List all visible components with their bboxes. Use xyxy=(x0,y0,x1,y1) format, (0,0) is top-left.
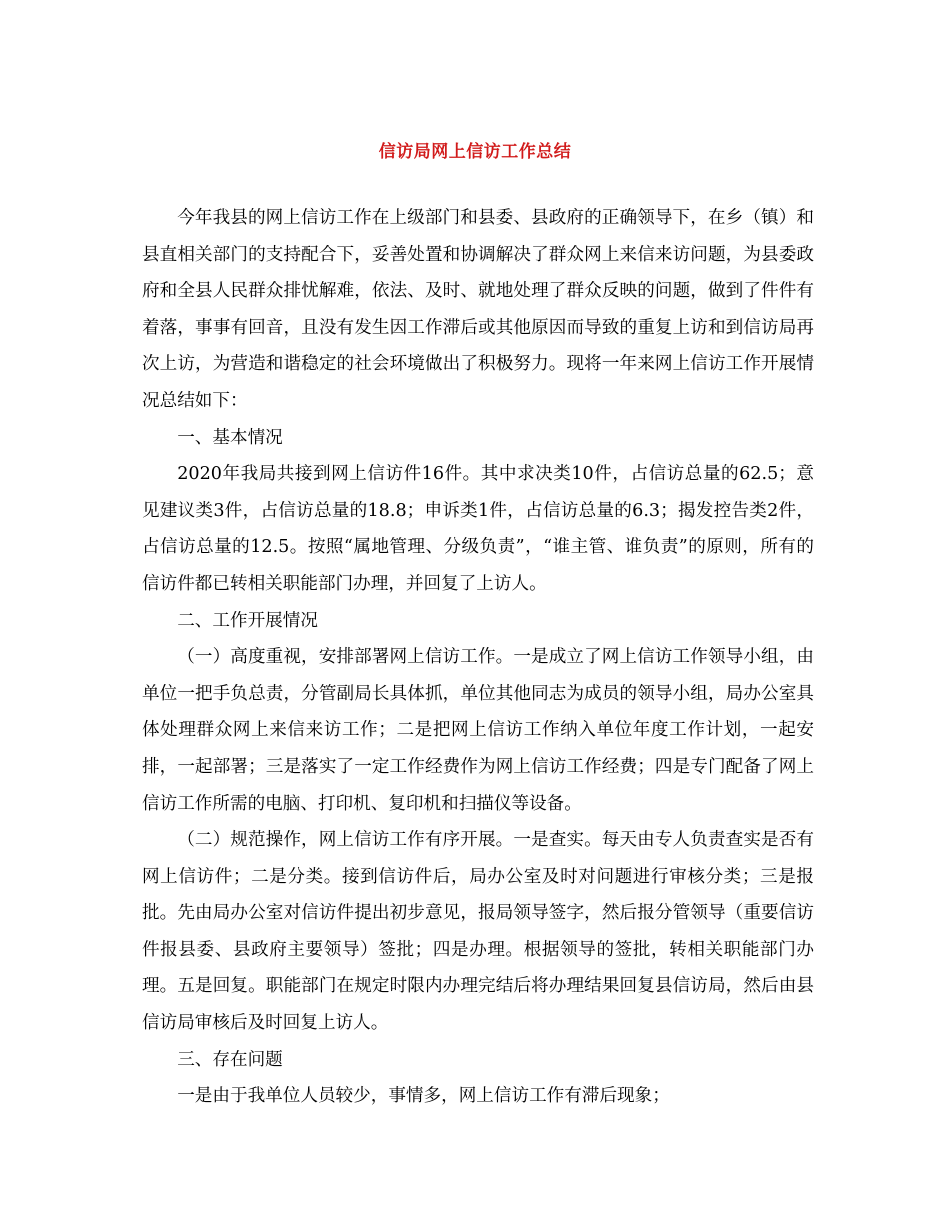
work-progress-paragraph-1: （一）高度重视，安排部署网上信访工作。一是成立了网上信访工作领导小组，由单位一把手负总责，分管副局长具体抓，单位其他同志为成员的领导小组，局办公室具体处理群众网上来信来访工作；二是把网上信访工作纳入单位年度工作计划，一起安排，一起部署；三是落实了一定工作经费作为网上信访工作经费；四是专门配备了网上信访工作所需的电脑、打印机、复印机和扫描仪等设备。 xyxy=(142,647,814,814)
section-heading-work-progress: 二、工作开展情况 xyxy=(177,610,318,631)
document-title: 信访局网上信访工作总结 xyxy=(378,142,572,162)
section-heading-basic-situation: 一、基本情况 xyxy=(177,427,283,448)
section-heading-problems: 三、存在问题 xyxy=(177,1049,283,1070)
document-body xyxy=(142,200,814,1115)
basic-situation-paragraph: 2020年我局共接到网上信访件16件。其中求决类10件，占信访总量的62.5；意见建议类3件，占信访总量的18.8；申诉类1件，占信访总量的6.3；揭发控告类2件，占信访总量的12.5。按照“属地管理、分级负责”，“谁主管、谁负责”的原则，所有的信访件都已转相关职能部门办理，并回复了上访人。 xyxy=(142,464,814,594)
intro-paragraph: 今年我县的网上信访工作在上级部门和县委、县政府的正确领导下，在乡（镇）和县直相关部门的支持配合下，妥善处置和协调解决了群众网上来信来访问题，为县委政府和全县人民群众排忧解难，依法、及时、就地处理了群众反映的问题，做到了件件有着落，事事有回音，且没有发生因工作滞后或其他原因而导致的重复上访和到信访局再次上访，为营造和谐稳定的社会环境做出了积极努力。现将一年来网上信访工作开展情况总结如下： xyxy=(142,208,814,411)
problems-paragraph: 一是由于我单位人员较少，事情多，网上信访工作有滞后现象； xyxy=(177,1086,670,1107)
work-progress-paragraph-2: （二）规范操作，网上信访工作有序开展。一是查实。每天由专人负责查实是否有网上信访件；二是分类。接到信访件后，局办公室及时对问题进行审核分类；三是报批。先由局办公室对信访件提出初步意见，报局领导签字，然后报分管领导（重要信访件报县委、县政府主要领导）签批；四是办理。根据领导的签批，转相关职能部门办理。五是回复。职能部门在规定时限内办理完结后将办理结果回复县信访局，然后由县信访局审核后及时回复上访人。 xyxy=(142,830,814,1034)
